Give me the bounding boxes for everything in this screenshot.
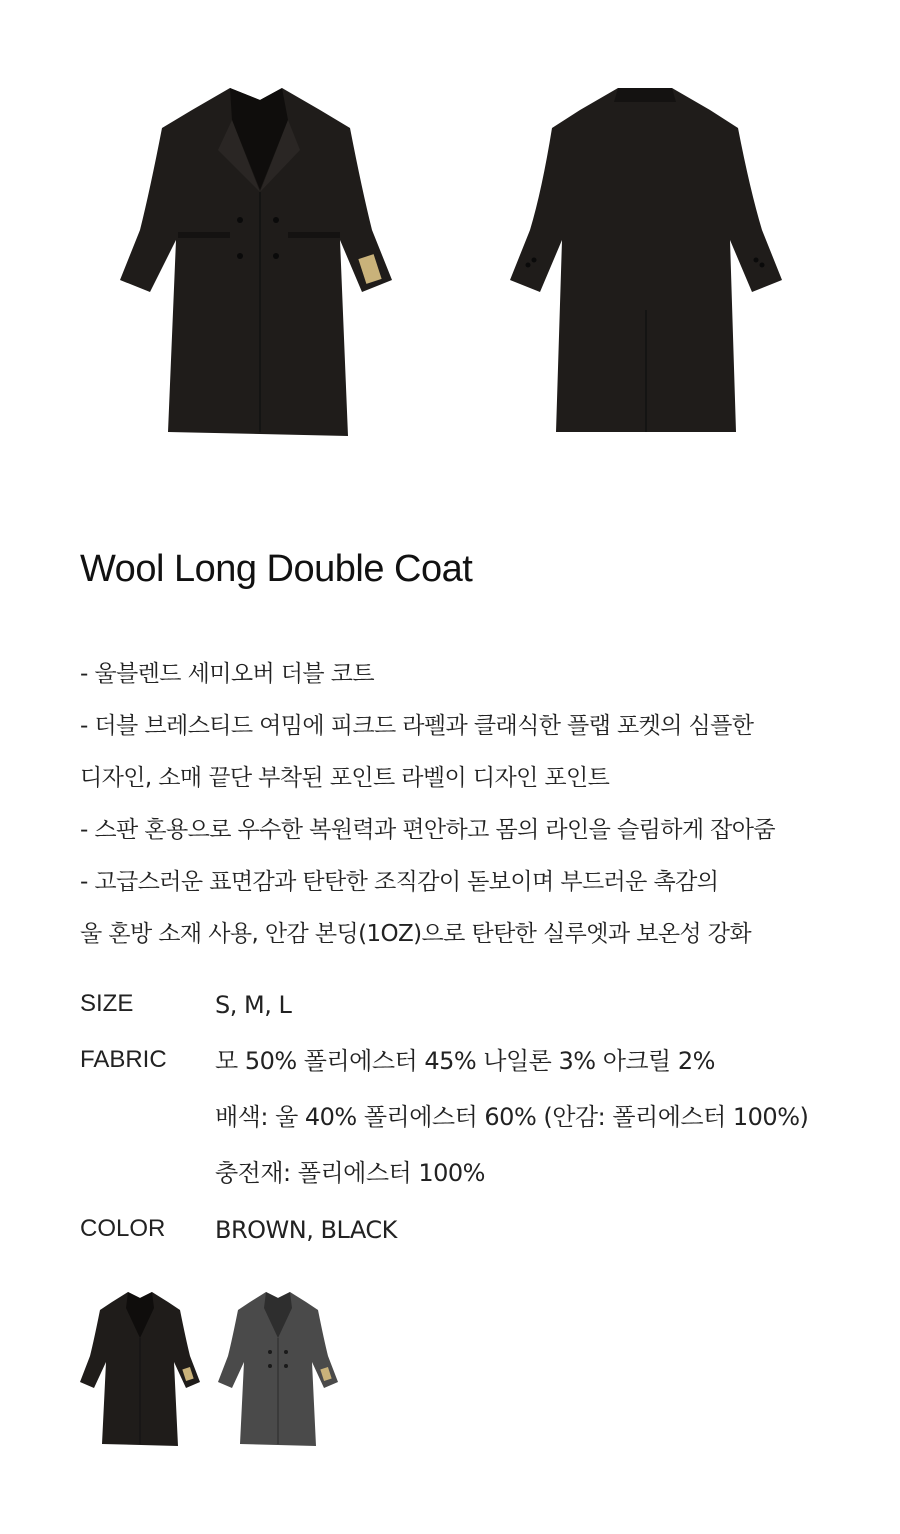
product-images — [0, 0, 900, 480]
spec-fabric-value: 배색: 울 40% 폴리에스터 60% (안감: 폴리에스터 100%) — [215, 1103, 809, 1131]
coat-back-image — [500, 80, 790, 440]
spec-color-value: BROWN, BLACK — [215, 1216, 397, 1244]
spec-size-value: S, M, L — [215, 991, 292, 1019]
swatch-gray-coat — [216, 1290, 340, 1448]
coat-front-image — [110, 80, 400, 440]
description-line: 디자인, 소매 끝단 부착된 포인트 라벨이 디자인 포인트 — [80, 765, 610, 791]
spec-fabric-value: 충전재: 폴리에스터 100% — [215, 1159, 485, 1187]
product-description — [80, 648, 880, 960]
spec-fabric-value: 모 50% 폴리에스터 45% 나일론 3% 아크릴 2% — [215, 1047, 715, 1075]
description-line: - 스판 혼용으로 우수한 복원력과 편안하고 몸의 라인을 슬림하게 잡아줌 — [80, 817, 776, 843]
spec-color-label: COLOR — [80, 1215, 166, 1242]
description-line: - 더블 브레스티드 여밈에 피크드 라펠과 클래식한 플랩 포켓의 심플한 — [80, 713, 754, 739]
spec-size-label: SIZE — [80, 990, 134, 1017]
swatch-black-coat — [78, 1290, 202, 1448]
product-title: Wool Long Double Coat — [80, 548, 473, 590]
description-line: 울 혼방 소재 사용, 안감 본딩(1OZ)으로 탄탄한 실루엣과 보온성 강화 — [80, 921, 752, 947]
description-line: - 고급스러운 표면감과 탄탄한 조직감이 돋보이며 부드러운 촉감의 — [80, 869, 719, 895]
spec-fabric-label: FABRIC — [80, 1046, 167, 1073]
description-line: - 울블렌드 세미오버 더블 코트 — [80, 661, 374, 687]
